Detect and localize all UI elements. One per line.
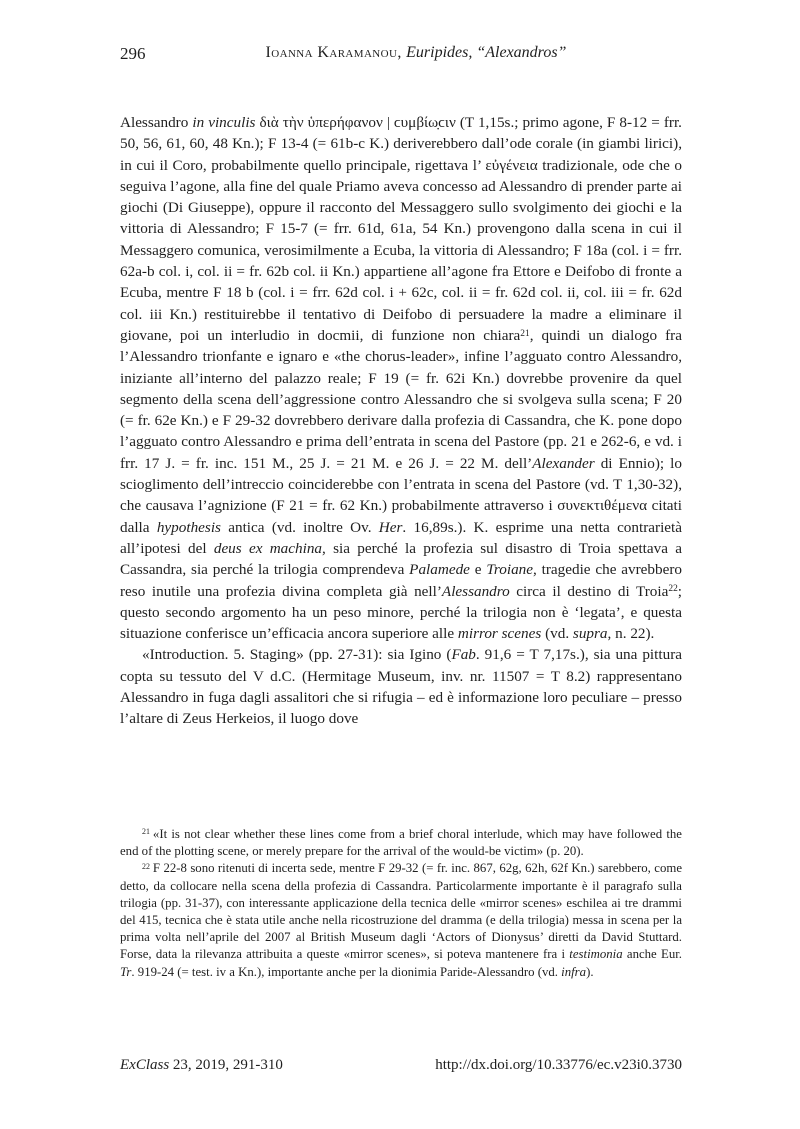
- paragraph: Alessandro in vinculis διὰ τὴν ὑπερήφανον | ϲυμβίω̣ϲιν (T 1,15s.; primo agone, F 8-12 = frr. 50, 56, 61, 60, 48 Kn.); F 13-4 (= 61b-c K.) deriverebbero dall’ode corale (in giambi lirici), in cui il Coro, probabilmente quello principale, rigettava l’ εὐγένεια tradizionale, ode che o seguiva l’agone, alla fine del quale Priamo aveva concesso ad Alessandro di prender parte ai giochi (Di Giuseppe), oppure il racconto del Messaggero sullo svolgimento dei giochi e la vittoria di Alessandro; F 15-7 (= frr. 61d, 61a, 54 Kn.) provengono dalla scena in cui il Messaggero comunica, verosimilmente a Ecuba, la vittoria di Alessandro; F 18a (col. i = frr. 62a-b col. i, col. ii = fr. 62b col. ii Kn.) appartiene all’agone fra Ettore e Deifobo di fronte a Ecuba, mentre F 18 b (col. i = frr. 62d col. i + 62c, col. ii = fr. 62d col. ii, col. iii = fr. 62d col. iii Kn.) restituirebbe il tentativo di Deifobo di persuadere la madre a eliminare il giovane, poi un interludio in docmii, di funzione non chiara$^{21}$, quindi un dialogo fra l’Alessandro trionfante e ignaro e «the chorus-leader», infine l’agguato contro Alessandro, iniziante all’interno del palazzo reale; F 19 (= fr. 62i Kn.) dovrebbe provenire da quel segmento della scena dell’aggressione contro Alessandro che si svolgeva sulla scena; F 20 (= fr. 62e Kn.) e F 29-32 dovrebbero derivare dalla profezia di Cassandra, che K. pone dopo l’agguato contro Alessandro e prima dell’entrata in scena del Pastore (pp. 21 e 262-6, e vd. i frr. 17 J. = fr. inc. 151 M., 25 J. = 21 M. e 26 J. = 22 M. dell’Alexander di Ennio); lo scioglimento dell’intreccio coinciderebbe con l’entrata in scena del Pastore (vd. T 1,30-32), che causava l’agnizione (F 21 = fr. 62 Kn.) probabilmente attraverso i συνεκτιθέμενα citati dalla hypothesis antica (vd. inoltre Ov. Her. 16,89s.). K. esprime una netta contrarietà all’ipotesi del deus ex machina, sia perché la profezia sul disastro di Troia spettava a Cassandra, sia perché la trilogia comprendeva Palamede e Troiane, tragedie che avrebbero reso inutile una profezia divina completa già nell’Alessandro circa il destino di Troia$^{22}$; questo secondo argomento ha un peso minore, perché la trilogia non è ‘legata’, e questa situazione conferisce un’efficacia ancora superiore alle mirror scenes (vd. supra, n. 22).: [120, 114, 682, 643]
- footnote-number: 21: [142, 827, 150, 837]
- journal-citation-rest: 23, 2019, 291-310: [169, 1057, 283, 1073]
- page-footer: [120, 1057, 682, 1074]
- page-header: [120, 44, 682, 68]
- footnote: [120, 826, 682, 860]
- running-head: [120, 44, 682, 62]
- running-head-title: Euripides, “Alexandros”: [406, 44, 567, 61]
- footnotes: [120, 826, 682, 981]
- running-head-author: Ioanna Karamanou,: [265, 44, 407, 61]
- journal-name: ExClass: [120, 1057, 170, 1073]
- paragraph: «Introduction. 5. Staging» (pp. 27-31): sia Igino (Fab. 91,6 = T 7,17s.), sia una pittura copta su tessuto del V d.C. (Hermitage Museum, inv. nr. 11507 = T 8.2) rappresentano Alessandro in fuga dagli assalitori che si rifugia – ed è informazione loro peculiare – presso l’altare di Zeus Herkeios, il luogo dove: [120, 646, 682, 728]
- footnote-number: 22: [142, 861, 150, 871]
- footnote: [120, 860, 682, 980]
- footnote-text: «It is not clear whether these lines come from a brief choral interlude, which may have followed the end of the plotting scene, or merely prepare for the arrival of the would-be victim» (p. 20).: [120, 827, 682, 859]
- body-text: [120, 112, 682, 824]
- page-number: 296: [120, 44, 146, 63]
- doi-text: http://dx.doi.org/10.33776/ec.v23i0.3730: [435, 1057, 682, 1073]
- journal-citation: [120, 1057, 283, 1074]
- footnote-text: F 22-8 sono ritenuti di incerta sede, mentre F 29-32 (= fr. inc. 867, 62g, 62h, 62f Kn.) sarebbero, come detto, da collocare nella scena della profezia di Cassandra. Particolarmente importante è il paragrafo sulla trilogia (pp. 31-37), con interessante applicazione della tecnica delle «mirror scenes» eschilea ai tre drammi del 415, tecnica che è stata utile anche nella ricostruzione del dramma (e della trilogia) messa in scena per la prima volta nell’aprile del 2007 al British Museum dagli ‘Actors of Dionysus’ diretti da David Stuttard. Forse, data la rilevanza attribuita a queste «mirror scenes», si poteva mantenere fra i testimonia anche Eur. Tr. 919-24 (= test. iv a Kn.), importante anche per la dionimia Paride-Alessandro (vd. infra).: [120, 861, 682, 979]
